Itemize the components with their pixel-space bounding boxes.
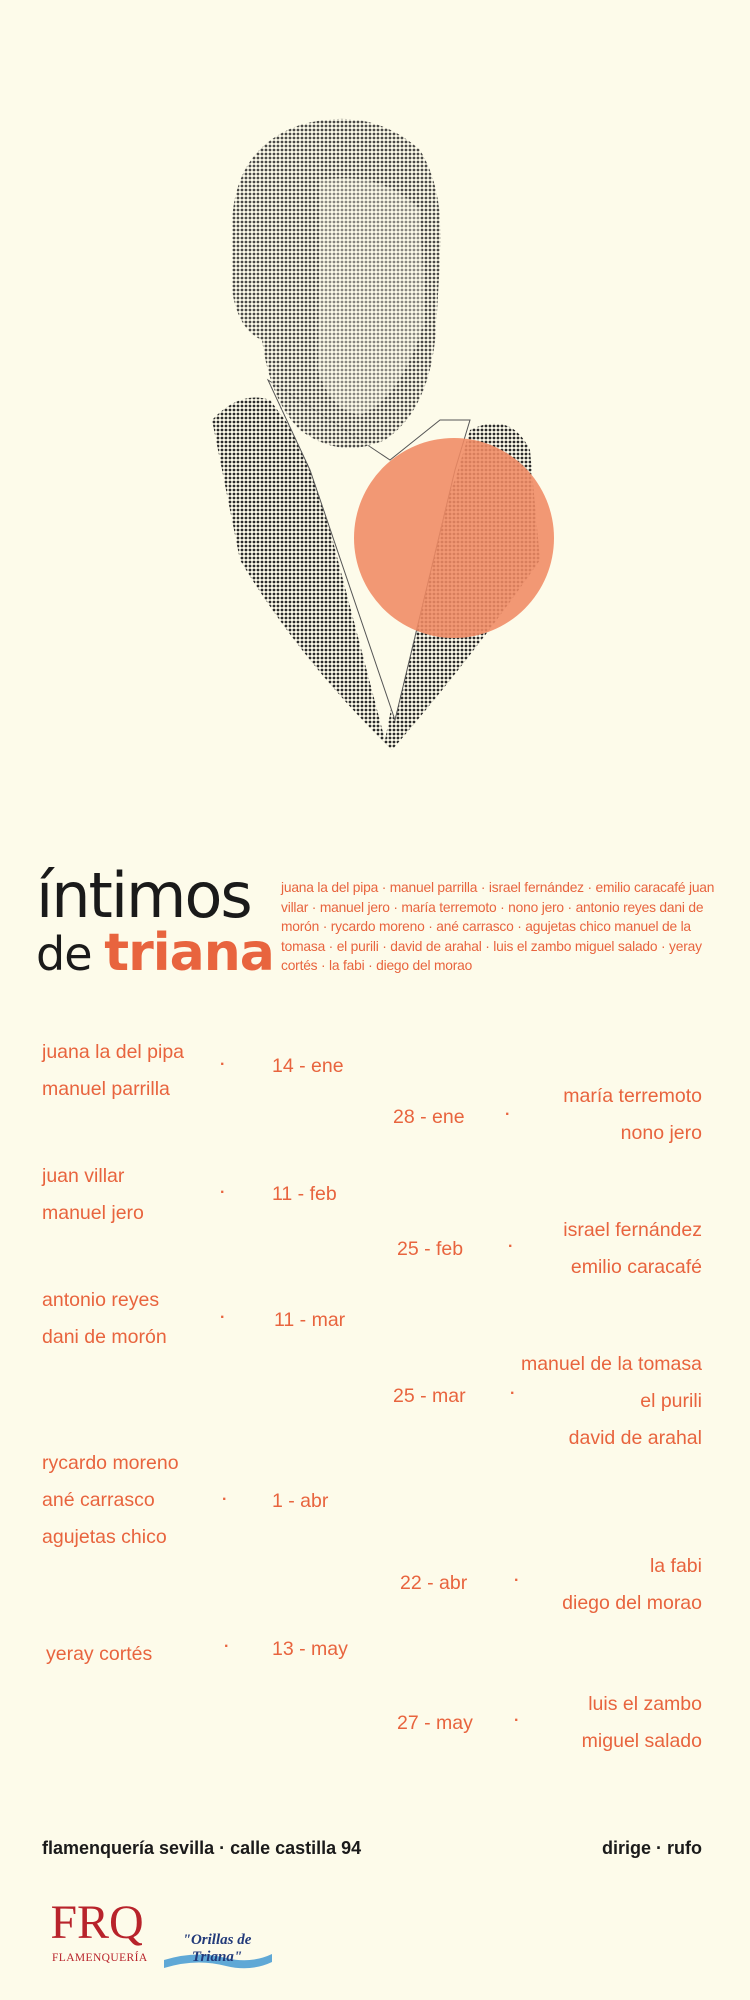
schedule-dot: · <box>508 1238 514 1255</box>
schedule-dot: · <box>514 1572 520 1589</box>
artist-name: luis el zambo <box>588 1693 702 1715</box>
artist-name: david de arahal <box>568 1427 702 1449</box>
schedule-date: 25 - feb <box>397 1238 464 1260</box>
artist-name: juan villar <box>42 1165 125 1187</box>
schedule-date: 11 - mar <box>274 1309 346 1331</box>
frq-monogram-text: FRQ <box>52 1896 142 1949</box>
schedule-artists-9 <box>46 1636 152 1673</box>
flamenqueria-logo <box>52 1888 148 1970</box>
artist-name: manuel parrilla <box>42 1078 170 1100</box>
artist-name: manuel de la tomasa <box>520 1353 702 1375</box>
artist-name: miguel salado <box>581 1730 702 1752</box>
schedule-date: 27 - may <box>397 1712 473 1734</box>
schedule-artists-1 <box>42 1034 184 1108</box>
artist-name: el purili <box>640 1390 702 1412</box>
venue-address: flamenquería sevilla · calle castilla 94 <box>42 1838 362 1858</box>
artist-name: la fabi <box>649 1555 702 1577</box>
artist-name: israel fernández <box>563 1219 702 1241</box>
schedule-dot: · <box>220 1309 226 1326</box>
schedule-date: 1 - abr <box>272 1490 329 1512</box>
artist-name: maría terremoto <box>563 1085 702 1107</box>
artist-name: emilio caracafé <box>570 1256 702 1278</box>
schedule-artists-7 <box>42 1445 179 1556</box>
title-de: de <box>36 927 92 981</box>
schedule-date: 28 - ene <box>393 1106 465 1128</box>
schedule-date: 25 - mar <box>393 1385 466 1407</box>
schedule-date: 13 - may <box>272 1638 348 1660</box>
artist-name: ané carrasco <box>42 1489 155 1511</box>
artist-name: nono jero <box>620 1122 702 1144</box>
schedule-date: 22 - abr <box>400 1572 468 1594</box>
artist-name: juana la del pipa <box>42 1041 185 1063</box>
title-line2 <box>36 923 276 983</box>
schedule-artists-6 <box>521 1346 702 1457</box>
portrait-illustration <box>0 0 750 760</box>
schedule-dot: · <box>514 1712 520 1729</box>
flamenqueria-logo-text: FLAMENQUERÍA <box>52 1952 148 1964</box>
schedule-artists-8 <box>562 1548 702 1622</box>
schedule-dot: · <box>224 1638 230 1655</box>
orillas-logo-text: "Orillas de Triana" <box>182 1932 252 1965</box>
director-credit: dirige · rufo <box>602 1838 702 1858</box>
orillas-de-triana-logo <box>156 1928 278 1972</box>
artist-name: agujetas chico <box>42 1526 167 1548</box>
artists-list: juana la del pipa · manuel parrilla · israel fernández · emilio caracafé juan villar · manuel jero · maría terremoto · nono jero · antonio reyes dani de morón · rycardo moreno · ané carrasco · agujetas chico manuel de la tomasa · el purili · david de arahal · luis el zambo miguel salado · yeray cortés · la fabi · diego del morao <box>281 880 715 973</box>
title-triana: triana <box>104 923 274 983</box>
artist-name: dani de morón <box>42 1326 167 1348</box>
artist-name: rycardo moreno <box>42 1452 179 1474</box>
schedule-dot: · <box>220 1184 226 1201</box>
frq-monogram-icon <box>52 1888 142 1952</box>
schedule-dot: · <box>222 1491 228 1508</box>
orange-circle <box>354 438 554 638</box>
title <box>36 859 276 983</box>
schedule-artists-4 <box>563 1212 702 1286</box>
schedule-date: 11 - feb <box>272 1183 337 1205</box>
artist-name: diego del morao <box>562 1592 702 1614</box>
schedule-date: 14 - ene <box>272 1055 344 1077</box>
schedule-dot: · <box>510 1385 516 1402</box>
schedule-artists-3 <box>42 1158 144 1232</box>
title-line1: íntimos <box>36 859 251 932</box>
schedule-artists-10 <box>582 1686 702 1760</box>
artist-name: manuel jero <box>42 1202 144 1224</box>
schedule-artists-2 <box>563 1078 702 1152</box>
schedule-artists-5 <box>42 1282 167 1356</box>
artist-name: yeray cortés <box>46 1643 153 1665</box>
schedule-dot: · <box>505 1106 511 1123</box>
artist-name: antonio reyes <box>42 1289 160 1311</box>
schedule-dot: · <box>220 1056 226 1073</box>
